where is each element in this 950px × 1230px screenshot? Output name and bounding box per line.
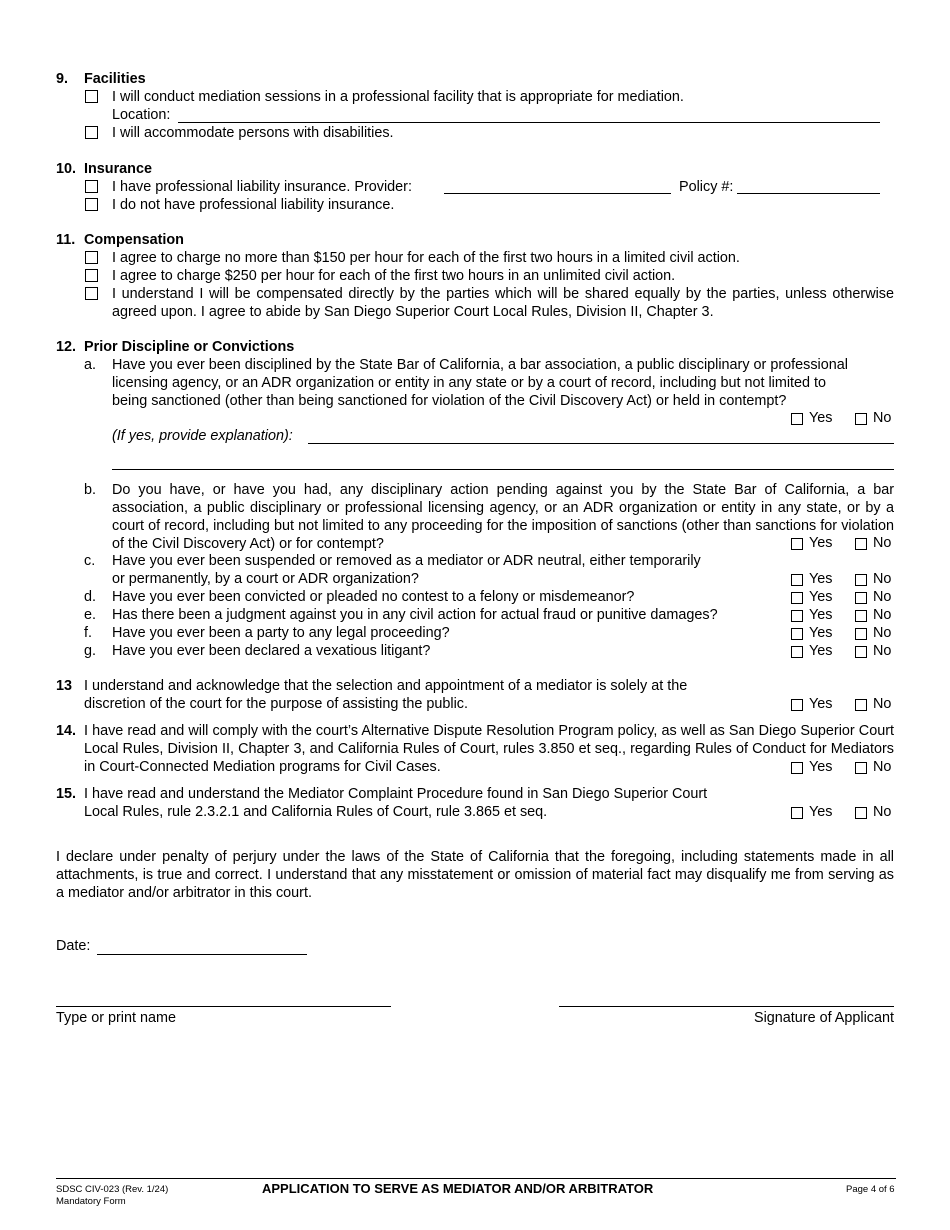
section-9-number: 9. [56, 71, 69, 87]
section-15-text-line1: I have read and understand the Mediator Complaint Procedure found in San Diego Superior Court [84, 786, 708, 802]
question-e-yes-label: Yes [809, 607, 833, 623]
question-f-text: Have you ever been a party to any legal proceeding? [112, 625, 450, 641]
question-b-no-label: No [873, 535, 892, 551]
section-15-yes-checkbox[interactable] [791, 807, 803, 819]
question-c-no-label: No [873, 571, 892, 587]
section-15-yes-label: Yes [809, 804, 833, 820]
question-g-letter: g. [84, 643, 97, 659]
compensation-parties-option: I understand I will be compensated directly by the parties which will be shared equally by the parties, unless otherwise agreed upon. I agree to abide by San Diego Superior Court Local Rules, Division II, Chapter 3. [112, 286, 894, 320]
section-9-title: Facilities [84, 71, 146, 87]
question-a-letter: a. [84, 357, 97, 373]
section-13-text-line2: discretion of the court for the purpose of assisting the public. [84, 696, 468, 712]
question-e-text: Has there been a judgment against you in any civil action for actual fraud or punitive damages? [112, 607, 718, 623]
question-g-yes-label: Yes [809, 643, 833, 659]
facility-checkbox[interactable] [85, 90, 98, 103]
section-15-no-checkbox[interactable] [855, 807, 867, 819]
compensation-unlimited-option: I agree to charge $250 per hour for each of the first two hours in an unlimited civil action. [112, 268, 676, 284]
section-11-number: 11. [56, 232, 76, 248]
question-b-yes-label: Yes [809, 535, 833, 551]
question-e-no-label: No [873, 607, 892, 623]
section-14-text: I have read and will comply with the court’s Alternative Dispute Resolution Program policy, as well as San Diego Superior Court Local Rules, Division II, Chapter 3, and California Rules of Court, rules 3.850 et seq., regarding Rules of Conduct for Mediators in Court-Connected Mediation programs for Civil Cases. [84, 723, 894, 775]
section-14-no-label: No [873, 759, 892, 775]
section-11-title: Compensation [84, 232, 184, 248]
section-15-number: 15. [56, 786, 77, 802]
question-a-no-label: No [873, 410, 892, 426]
signature-input-line[interactable] [559, 1006, 894, 1007]
section-13-yes-label: Yes [809, 696, 833, 712]
footer-form-title: APPLICATION TO SERVE AS MEDIATOR AND/OR ARBITRATOR [262, 1181, 654, 1196]
section-14-yes-checkbox[interactable] [791, 762, 803, 774]
question-g-no-label: No [873, 643, 892, 659]
question-d-text: Have you ever been convicted or pleaded no contest to a felony or misdemeanor? [112, 589, 635, 605]
section-10-title: Insurance [84, 161, 152, 177]
section-14-no-checkbox[interactable] [855, 762, 867, 774]
question-e-letter: e. [84, 607, 97, 623]
question-c-text-line2: or permanently, by a court or ADR organization? [112, 571, 419, 587]
question-b-yes-checkbox[interactable] [791, 538, 803, 550]
question-d-no-checkbox[interactable] [855, 592, 867, 604]
date-label: Date: [56, 938, 91, 954]
question-g-text: Have you ever been declared a vexatious litigant? [112, 643, 431, 659]
section-12-title: Prior Discipline or Convictions [84, 339, 295, 355]
question-f-yes-label: Yes [809, 625, 833, 641]
question-d-no-label: No [873, 589, 892, 605]
section-14-number: 14. [56, 723, 77, 739]
question-d-yes-checkbox[interactable] [791, 592, 803, 604]
question-e-no-checkbox[interactable] [855, 610, 867, 622]
insurance-no-checkbox[interactable] [85, 198, 98, 211]
question-f-letter: f. [84, 625, 92, 641]
question-d-yes-label: Yes [809, 589, 833, 605]
question-a-no-checkbox[interactable] [855, 413, 867, 425]
disabilities-checkbox[interactable] [85, 126, 98, 139]
print-name-input-line[interactable] [56, 1006, 391, 1007]
insurance-no-option: I do not have professional liability insurance. [112, 197, 395, 213]
policy-input-line[interactable] [737, 193, 880, 194]
question-d-letter: d. [84, 589, 97, 605]
section-15-text-line2: Local Rules, rule 2.3.2.1 and California Rules of Court, rule 3.865 et seq. [84, 804, 548, 820]
policy-label: Policy #: [679, 179, 734, 195]
question-f-no-label: No [873, 625, 892, 641]
question-g-yes-checkbox[interactable] [791, 646, 803, 658]
compensation-unlimited-checkbox[interactable] [85, 269, 98, 282]
section-12-number: 12. [56, 339, 77, 355]
declaration-text: I declare under penalty of perjury under the laws of the State of California that the foregoing, including statements made in all attachments, is true and correct. I understand that any misstatement or omission of material fact may disqualify me from serving as a mediator and/or arbitrator in this court. [56, 849, 894, 901]
section-13-no-checkbox[interactable] [855, 699, 867, 711]
question-g-no-checkbox[interactable] [855, 646, 867, 658]
insurance-yes-checkbox[interactable] [85, 180, 98, 193]
footer-mandatory: Mandatory Form [56, 1196, 126, 1207]
question-c-yes-label: Yes [809, 571, 833, 587]
disabilities-option: I will accommodate persons with disabilities. [112, 125, 394, 141]
question-c-yes-checkbox[interactable] [791, 574, 803, 586]
explanation-input-line-2[interactable] [112, 469, 894, 470]
compensation-limited-option: I agree to charge no more than $150 per hour for each of the first two hours in a limited civil action. [112, 250, 740, 266]
question-c-no-checkbox[interactable] [855, 574, 867, 586]
location-label: Location: [112, 107, 171, 123]
question-f-no-checkbox[interactable] [855, 628, 867, 640]
question-b-no-checkbox[interactable] [855, 538, 867, 550]
question-b-letter: b. [84, 482, 97, 498]
footer-form-id: SDSC CIV-023 (Rev. 1/24) [56, 1184, 169, 1195]
insurance-yes-option: I have professional liability insurance. Provider: [112, 179, 412, 195]
section-13-yes-checkbox[interactable] [791, 699, 803, 711]
section-13-number: 13 [56, 678, 73, 694]
compensation-parties-checkbox[interactable] [85, 287, 98, 300]
provider-input-line[interactable] [444, 193, 671, 194]
question-b-text: Do you have, or have you had, any disciplinary action pending against you by the State Bar of California, a bar association, a public disciplinary or professional licensing agency, or an ADR organization or entity in any state, or by a court of record, including but not limited to any proceeding for the imposition of sanctions (other than sanctions for violation of the Civil Discovery Act) or for contempt? [112, 482, 894, 552]
section-10-number: 10. [56, 161, 77, 177]
question-e-yes-checkbox[interactable] [791, 610, 803, 622]
signature-label: Signature of Applicant [753, 1010, 894, 1026]
footer-page-number: Page 4 of 6 [846, 1184, 895, 1195]
section-13-text-line1: I understand and acknowledge that the selection and appointment of a mediator is solely at the [84, 678, 688, 694]
section-13-no-label: No [873, 696, 892, 712]
section-14-yes-label: Yes [809, 759, 833, 775]
compensation-limited-checkbox[interactable] [85, 251, 98, 264]
question-a-explain-label: (If yes, provide explanation): [112, 428, 293, 444]
footer-divider [56, 1178, 896, 1179]
facility-option: I will conduct mediation sessions in a professional facility that is appropriate for mediation. [112, 89, 684, 105]
question-a-yes-checkbox[interactable] [791, 413, 803, 425]
question-a-yes-label: Yes [809, 410, 833, 426]
question-c-text-line1: Have you ever been suspended or removed as a mediator or ADR neutral, either temporarily [112, 553, 701, 569]
location-input-line[interactable] [178, 122, 880, 123]
explanation-input-line-1[interactable] [308, 443, 894, 444]
question-f-yes-checkbox[interactable] [791, 628, 803, 640]
date-input-line[interactable] [97, 954, 307, 955]
question-a-text: Have you ever been disciplined by the State Bar of California, a bar association, a public disciplinary or professional licensing agency, or an ADR organization or entity in any state or by a court of record, including but not limited to being sanctioned (other than being sanctioned for violation of the Civil Discovery Act) or held in contempt? [112, 357, 848, 409]
question-c-letter: c. [84, 553, 96, 569]
section-15-no-label: No [873, 804, 892, 820]
print-name-label: Type or print name [56, 1010, 176, 1026]
